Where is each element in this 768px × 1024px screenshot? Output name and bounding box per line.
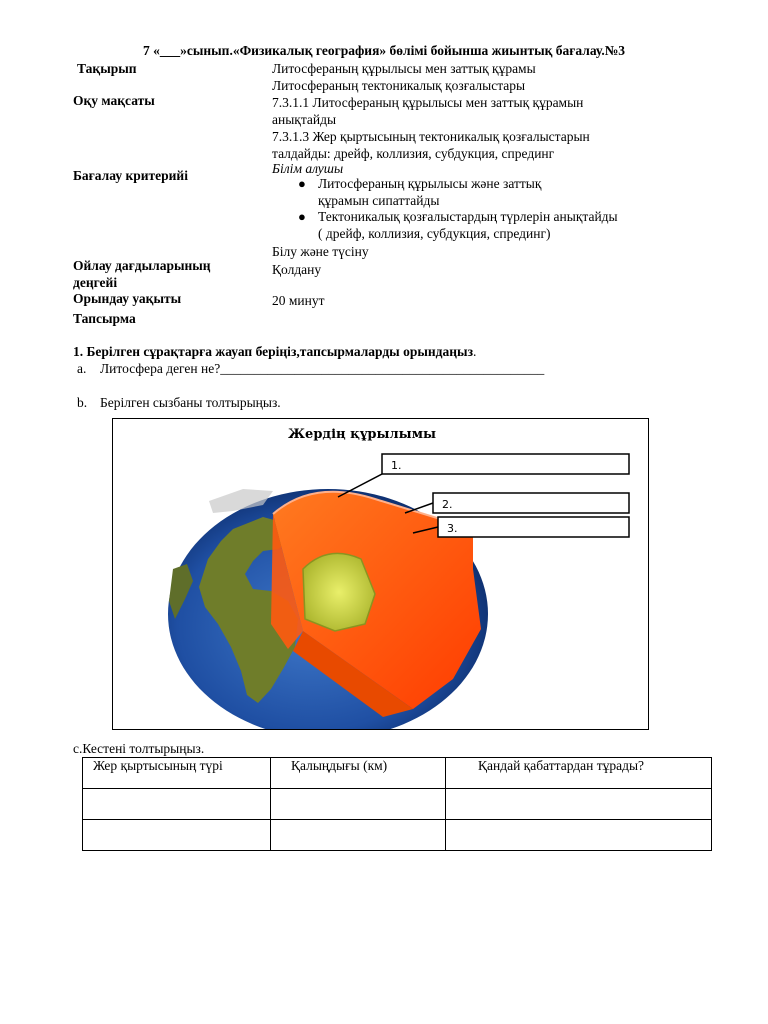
table-header: Қалыңдығы (км) [271, 758, 446, 789]
skills-value-1: Білу және түсіну [272, 244, 369, 259]
objective-line-1: 7.3.1.1 Литосфераның құрылысы мен заттық құрамын [272, 95, 584, 110]
criteria-item-line: ( дрейф, коллизия, субдукция, спрединг) [318, 225, 551, 241]
table-cell[interactable] [446, 820, 712, 851]
criteria-item-line: Литосфераның құрылысы және заттық [318, 176, 542, 191]
criteria-item-line: құрамын сипаттайды [318, 192, 440, 208]
criteria-item [296, 176, 618, 209]
page-title: 7 «___»сынып.«Физикалық география» бөлімі бойынша жиынтық бағалау.№3 [142, 43, 626, 58]
earth-illustration [113, 419, 648, 729]
objective-label: Оқу мақсаты [73, 93, 155, 108]
skills-label-1: Ойлау дағдыларының [73, 258, 211, 273]
criteria-intro: Білім алушы [272, 161, 344, 176]
objective-line-4: талдайды: дрейф, коллизия, субдукция, спрединг [272, 146, 555, 161]
table-header-row [83, 758, 712, 789]
table-header: Жер қыртысының түрі [83, 758, 271, 789]
objective-line-2: анықтайды [272, 112, 337, 127]
table-cell[interactable] [446, 789, 712, 820]
bullet-icon: ● [298, 176, 306, 191]
table-cell[interactable] [83, 789, 271, 820]
label-box-1[interactable] [382, 454, 629, 474]
criteria-item-line: Тектоникалық қозғалыстардың түрлерін анықтайды [318, 209, 618, 224]
table-row [83, 789, 712, 820]
table-cell[interactable] [271, 820, 446, 851]
earth-structure-figure [112, 418, 649, 730]
label-1: 1. [391, 459, 402, 472]
criteria-list [296, 176, 618, 242]
topic-value-1: Литосфераның құрылысы мен заттық құрамы [272, 61, 536, 76]
task-label: Тапсырма [73, 311, 136, 326]
skills-label-2: деңгейі [73, 275, 118, 290]
label-3: 3. [447, 522, 458, 535]
objective-line-3: 7.3.1.3 Жер қыртысының тектоникалық қозғалыстарын [272, 129, 590, 144]
question-a-marker: a. [77, 361, 87, 376]
table-cell[interactable] [271, 789, 446, 820]
label-2: 2. [442, 498, 453, 511]
label-box-2[interactable] [433, 493, 629, 513]
question-b-marker: b. [77, 395, 88, 410]
core-layer [303, 553, 375, 631]
bullet-icon: ● [298, 209, 306, 224]
figure-title: Жердің құрылымы [288, 427, 437, 442]
time-label: Орындау уақыты [73, 291, 182, 306]
table-header: Қандай қабаттардан тұрады? [446, 758, 712, 789]
crust-table [82, 757, 712, 851]
topic-label: Тақырып [77, 61, 137, 76]
skills-value-2: Қолдану [272, 262, 322, 277]
question-c: c.Кестені толтырыңыз. [73, 741, 205, 756]
task-heading: 1. Берілген сұрақтарға жауап беріңіз,тапсырмаларды орындаңыз. [73, 344, 477, 359]
table-cell[interactable] [83, 820, 271, 851]
topic-value-2: Литосфераның тектоникалық қозғалыстары [272, 78, 526, 93]
time-value: 20 минут [272, 293, 325, 308]
label-box-3[interactable] [438, 517, 629, 537]
question-b: Берілген сызбаны толтырыңыз. [100, 395, 281, 410]
question-a: Литосфера деген не?________________________________________________ [100, 361, 545, 376]
criteria-label: Бағалау критерийі [73, 168, 188, 183]
table-row [83, 820, 712, 851]
criteria-item [296, 209, 618, 242]
